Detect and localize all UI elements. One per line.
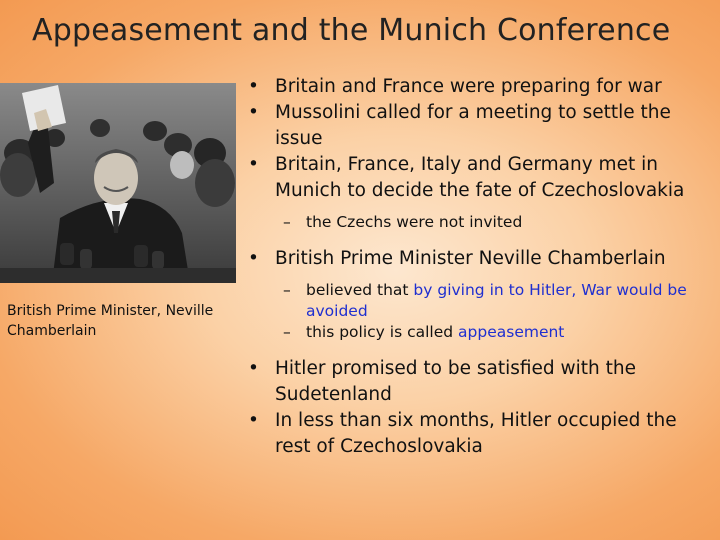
bullet-text: Britain, France, Italy and Germany met in <box>275 154 658 175</box>
bullet-item <box>244 100 714 126</box>
photo-caption: British Prime Minister, Neville Chamberlain <box>7 303 214 339</box>
bullet-marker: • <box>248 410 259 431</box>
bullet-text: Hitler promised to be satisfied with the <box>275 358 636 379</box>
bullet-item-continuation <box>244 382 714 408</box>
sub-bullet-marker: – <box>283 213 291 231</box>
bullet-text: British Prime Minister Neville Chamberlain <box>275 248 666 269</box>
bullet-marker: • <box>248 154 259 175</box>
bullet-text: Sudetenland <box>275 384 392 405</box>
highlighted-text: avoided <box>306 302 368 320</box>
bullet-item-continuation <box>244 434 714 460</box>
highlighted-text: appeasement <box>458 323 565 341</box>
bullet-item <box>244 356 714 382</box>
sub-bullet-item <box>244 322 714 343</box>
bullet-text: rest of Czechoslovakia <box>275 436 483 457</box>
sub-bullet-continuation <box>244 301 714 322</box>
bullet-item <box>244 246 714 272</box>
bullet-item <box>244 152 714 178</box>
bullet-text: Britain and France were preparing for war <box>275 76 662 97</box>
sub-bullet-text: the Czechs were not invited <box>306 213 523 231</box>
bullet-item-continuation <box>244 178 714 204</box>
chamberlain-photo <box>0 83 236 283</box>
sub-bullet-item <box>244 280 714 301</box>
sub-bullet-marker: – <box>283 323 291 341</box>
slide-title: Appeasement and the Munich Conference <box>32 13 671 48</box>
sub-bullet-item <box>244 212 714 233</box>
bullet-list <box>244 74 714 460</box>
bullet-text: Mussolini called for a meeting to settle the <box>275 102 671 123</box>
bullet-marker: • <box>248 248 259 269</box>
bullet-item <box>244 408 714 434</box>
bullet-item <box>244 74 714 100</box>
bullet-text: In less than six months, Hitler occupied the <box>275 410 677 431</box>
sub-bullet-text: this policy is called <box>306 323 454 341</box>
bullet-marker: • <box>248 358 259 379</box>
bullet-text: Munich to decide the fate of Czechoslovakia <box>275 180 685 201</box>
highlighted-text: by giving in to Hitler, War would be <box>413 281 687 299</box>
bullet-marker: • <box>248 76 259 97</box>
sub-bullet-text: believed that <box>306 281 409 299</box>
bullet-item-continuation <box>244 126 714 152</box>
bullet-text: issue <box>275 128 323 149</box>
bullet-marker: • <box>248 102 259 123</box>
sub-bullet-marker: – <box>283 281 291 299</box>
